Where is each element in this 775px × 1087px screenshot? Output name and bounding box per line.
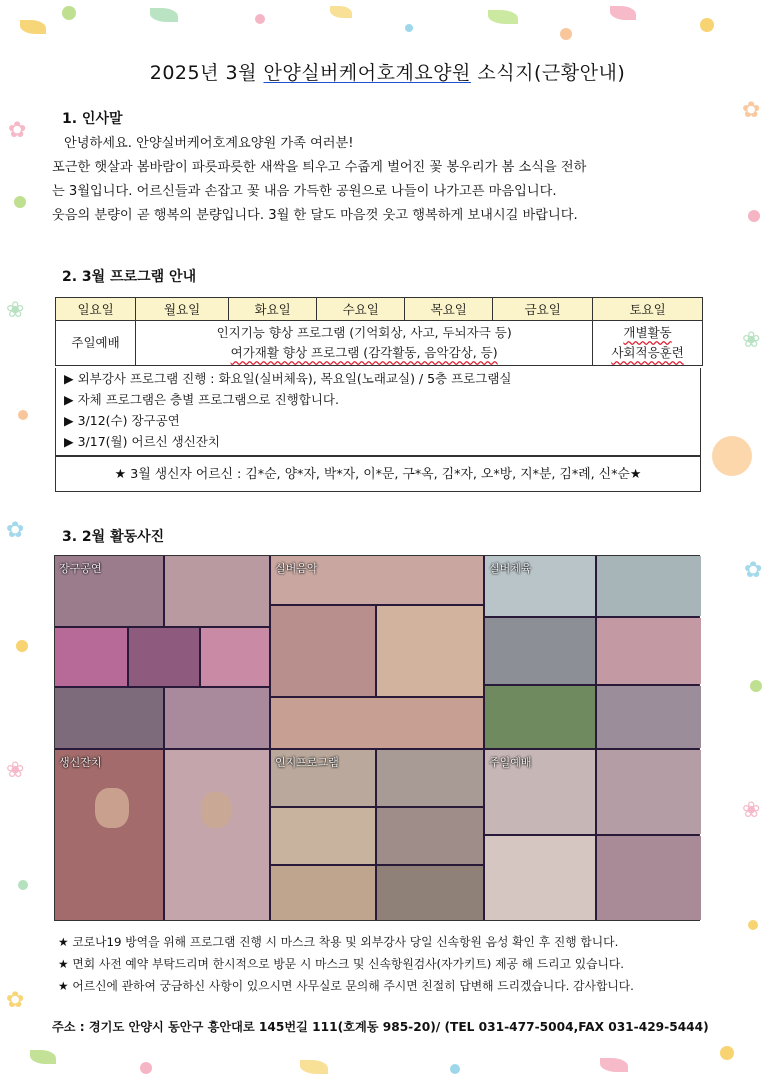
- title-organization: 안양실버케어호계요양원: [263, 62, 471, 84]
- footer-note: ★ 어르신에 관하여 궁금하신 사항이 있으시면 사무실로 문의해 주시면 친절히 답변해 드리겠습니다. 감사합니다.: [58, 979, 634, 993]
- weekday-program-line: 인지기능 향상 프로그램 (기억회상, 사고, 두뇌자극 등): [216, 325, 512, 340]
- schedule-program-row: [56, 321, 703, 366]
- birthday-list: ★ 3월 생신자 어르신 : 김*순, 양*자, 박*자, 이*문, 구*옥, 김*자, 오*방, 지*분, 김*례, 신*순★: [55, 456, 701, 492]
- day-header: 일요일: [56, 298, 136, 321]
- title-prefix: 2025년 3월: [149, 62, 264, 84]
- day-header: 목요일: [405, 298, 493, 321]
- section2-heading: 2. 3월 프로그램 안내: [62, 269, 197, 285]
- address-line: 주소 : 경기도 안양시 동안구 흥안대로 145번길 111(호계동 985-20)/ (TEL 031-477-5004,FAX 031-429-5444): [52, 1020, 709, 1034]
- photo-collage-music: [271, 556, 483, 748]
- program-notes: [55, 368, 701, 456]
- photo-label: 생신잔치: [59, 756, 102, 769]
- greeting-line: 웃음의 분량이 곧 행복의 분량입니다. 3월 한 달도 마음껏 웃고 행복하게 보내시길 바랍니다.: [52, 208, 578, 223]
- newsletter-page: ✿ ❀ ✿ ❀ ✿ ✿ ❀ ✿ ❀ 2025년 3월 안양실버케어호계요양원 소식지(근황안내) 1. 인사말 안녕하세요. 안양실버케어호계요양원 가족 여러분! 포근한 햇살과 봄바람이 파릇파릇한 새싹을 틔우고 수줍게 벌어진 꽃 봉우리가 봄 소식을 전하 는 3월입니다. 어르신들과 손잡고 꽃 내음 가득한 공원으로 나들이 나가고픈 마음입니다. 웃음의 분량이 곧 행복의 분량입니다. 3월 한 달도 마음껏 웃고 행복하게 보내시길 바랍니다. 2. 3월 프로그램 안내 일요일 월요일 화요일 수요일 목요일 금요일 토요일 주일예배 인지기능 향상 프로그램 (기억회상, 사고, 두뇌자극 등) 여가재활 향상 프로그램 (감각활동, 음악감상, 등) 개별활동 사회적응훈련 ▶ 외부강사 프로그램 진행 : 화요일(실버체육), 목요일(노래교실) / 5층 프로그램실 ▶ 자체 프로그램은 층별 프로그램으로 진행합니다. ▶ 3/12(수) 장구공연 ▶ 3/17(월) 어르신 생신잔치 ★ 3월 생신자 어르신 : 김*순, 양*자, 박*자, 이*문, 구*옥, 김*자, 오*방, 지*분, 김*례, 신*순★ 3. 2월 활동사진 장구공연 실버음악 실버체육 생신잔치 인지프로그램 주일예배 ★ 코로나19 방역을 위해 프로그램 진행 시 마스크 착용 및 외부강사 당일 신속항원 음성 확인 후 진행 합니다. ★ 면회 사전 예약 부탁드리며 한시적으로 방문 시 마스크 및 신속항원검사(자가키트) 제공 해 드리고 있습니다. ★ 어르신에 관하여 궁금하신 사항이 있으시면 사무실로 문의해 주시면 친절히 답변해 드리겠습니다. 감사합니다. 주소 : 경기도 안양시 동안구 흥안대로 145번길 111(호계동 985-20)/ (TEL 031-477-5004,FAX 031-429-5444): [0, 0, 775, 1087]
- photo-label: 주일예배: [489, 756, 532, 769]
- saturday-program-line: 사회적응훈련: [611, 345, 684, 360]
- footer-note: ★ 면회 사전 예약 부탁드리며 한시적으로 방문 시 마스크 및 신속항원검사(자가키트) 제공 해 드리고 있습니다.: [58, 957, 625, 971]
- day-header: 화요일: [229, 298, 317, 321]
- greeting-line: 는 3월입니다. 어르신들과 손잡고 꽃 내음 가득한 공원으로 나들이 나가고픈 마음입니다.: [52, 184, 557, 199]
- greeting-line: 포근한 햇살과 봄바람이 파릇파릇한 새싹을 틔우고 수줍게 벌어진 꽃 봉우리가 봄 소식을 전하: [52, 160, 587, 175]
- day-header: 금요일: [493, 298, 593, 321]
- program-schedule-table: [55, 297, 703, 366]
- sunday-program: 주일예배: [56, 321, 136, 366]
- saturday-program: [593, 321, 703, 366]
- program-note: ▶ 자체 프로그램은 층별 프로그램으로 진행합니다.: [64, 392, 339, 407]
- program-note: ▶ 외부강사 프로그램 진행 : 화요일(실버체육), 목요일(노래교실) / 5층 프로그램실: [64, 371, 512, 386]
- photo-label: 실버체육: [489, 562, 532, 575]
- footer-note: ★ 코로나19 방역을 위해 프로그램 진행 시 마스크 착용 및 외부강사 당일 신속항원 음성 확인 후 진행 합니다.: [58, 935, 619, 949]
- photo-collage-janggu: [55, 556, 269, 748]
- program-note: ▶ 3/12(수) 장구공연: [64, 413, 180, 428]
- day-header: 월요일: [136, 298, 229, 321]
- photo-label: 인지프로그램: [275, 756, 339, 769]
- photo-label: 실버음악: [275, 562, 318, 575]
- page-title: [0, 58, 775, 85]
- activity-photo-grid: [54, 555, 700, 921]
- section1-heading: 1. 인사말: [62, 111, 123, 127]
- photo-collage-worship: [485, 750, 701, 920]
- schedule-header-row: [56, 298, 703, 321]
- weekday-program: [136, 321, 593, 366]
- title-suffix: 소식지(근황안내): [470, 62, 626, 84]
- photo-collage-cognitive: [271, 750, 483, 920]
- photo-collage-birthday: [55, 750, 269, 920]
- day-header: 토요일: [593, 298, 703, 321]
- greeting-text: [52, 132, 742, 228]
- photo-label: 장구공연: [59, 562, 102, 575]
- weekday-program-line: 여가재활 향상 프로그램 (감각활동, 음악감상, 등): [230, 345, 498, 360]
- program-note: ▶ 3/17(월) 어르신 생신잔치: [64, 434, 220, 449]
- day-header: 수요일: [317, 298, 405, 321]
- photo-collage-exercise: [485, 556, 701, 748]
- saturday-program-line: 개별활동: [623, 325, 672, 340]
- section3-heading: 3. 2월 활동사진: [62, 529, 165, 545]
- greeting-line: 안녕하세요. 안양실버케어호계요양원 가족 여러분!: [64, 136, 354, 151]
